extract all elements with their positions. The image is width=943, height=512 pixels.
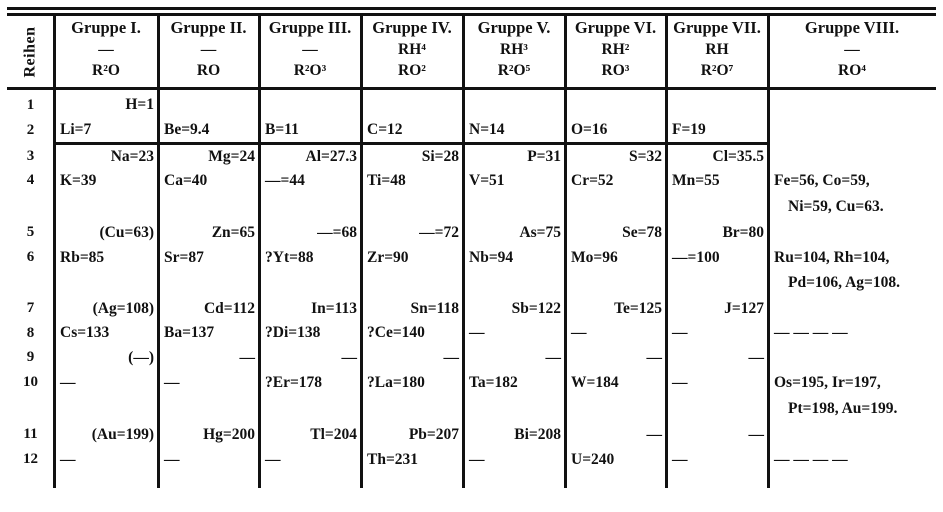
top-double-rule-upper xyxy=(7,7,936,10)
cell-gruppe7-reihe6: —=100 xyxy=(672,248,720,266)
cell-gruppe8-reihe11 xyxy=(768,422,936,447)
cell-gruppe6-reihe1 xyxy=(565,92,666,118)
cell-gruppe6-reihe3: S=32 xyxy=(629,147,662,165)
group-hydride-formula: — xyxy=(844,41,860,58)
cell-gruppe7-reihe1 xyxy=(666,92,768,118)
cell-gruppe6-reihe11: — xyxy=(646,425,662,443)
cell-gruppe6-reihe4: Cr=52 xyxy=(571,171,614,189)
cell-gruppe7-reihe4: Mn=55 xyxy=(672,171,720,189)
cell-gruppe3-reihe11: Tl=204 xyxy=(310,425,357,443)
group-hydride-formula: RH⁴ xyxy=(398,41,426,58)
group-title: Gruppe VII. xyxy=(673,18,761,37)
cell-gruppe2-reihe3: Mg=24 xyxy=(208,147,255,165)
cell-gruppe5-reihe10: Ta=182 xyxy=(469,373,518,391)
cell-gruppe2-reihe1 xyxy=(158,92,259,118)
table-row-8 xyxy=(0,321,943,345)
cell-gruppe2-reihe7: Cd=112 xyxy=(203,299,255,317)
cell-gruppe8-reihe10: Os=195, Ir=197, xyxy=(774,373,881,391)
cell-gruppe1-reihe3: Na=23 xyxy=(110,147,154,165)
group-hydride-formula: RH xyxy=(705,41,729,58)
cell-gruppe8-reihe5 xyxy=(768,220,936,245)
cell-gruppe5-reihe8: — xyxy=(469,324,485,341)
cell-gruppe7-reihe2: F=19 xyxy=(672,121,706,138)
reihen-column-label: Reihen xyxy=(21,26,39,78)
cell-gruppe8-reihe4: Fe=56, Co=59, xyxy=(774,171,870,189)
cell-gruppe2-reihe6: Sr=87 xyxy=(164,248,204,266)
group-oxide-formula: RO² xyxy=(398,62,426,79)
group-oxide-formula: RO xyxy=(196,62,221,79)
table-row-12 xyxy=(0,447,943,472)
cell-gruppe3-reihe2: B=11 xyxy=(265,121,299,138)
cell-gruppe8-reihe9 xyxy=(768,345,936,370)
table-row-7 xyxy=(0,296,943,321)
cell-gruppe4-reihe5: —=72 xyxy=(419,223,459,241)
cell-gruppe6-reihe8: — xyxy=(571,324,587,341)
cell-gruppe3-reihe9: — xyxy=(341,348,357,366)
table-row-9 xyxy=(0,345,943,370)
cell-gruppe4-reihe9: — xyxy=(443,348,459,366)
cell-gruppe7-reihe8: — xyxy=(672,324,688,341)
reihen-number: 4 xyxy=(26,172,35,188)
cell-gruppe3-reihe7: In=113 xyxy=(311,299,357,317)
cell-gruppe7-reihe9: — xyxy=(748,348,764,366)
reihen-column-header xyxy=(7,16,54,88)
cell-gruppe5-reihe9: — xyxy=(545,348,561,366)
cell-gruppe8-reihe6-line2: Pd=106, Ag=108. xyxy=(788,274,900,291)
cell-gruppe1-reihe10: — xyxy=(60,373,76,391)
group-header-5 xyxy=(463,16,565,88)
cell-gruppe1-reihe5: (Cu=63) xyxy=(99,223,154,241)
reihen-number: 10 xyxy=(23,374,38,390)
cell-gruppe7-reihe5: Br=80 xyxy=(722,223,764,241)
reihen-number: 5 xyxy=(26,224,35,240)
table-row-5 xyxy=(0,220,943,245)
reihen-number: 7 xyxy=(26,300,35,316)
cell-gruppe5-reihe7: Sb=122 xyxy=(511,299,561,317)
cell-gruppe5-reihe4: V=51 xyxy=(469,171,505,189)
cell-gruppe4-reihe2: C=12 xyxy=(367,121,403,138)
group-oxide-formula: RO⁴ xyxy=(838,62,866,79)
reihen-number: 11 xyxy=(23,426,38,442)
group-hydride-formula: RH² xyxy=(601,41,630,58)
group-title: Gruppe IV. xyxy=(372,18,452,37)
group-header-3 xyxy=(259,16,361,88)
cell-gruppe2-reihe11: Hg=200 xyxy=(203,425,255,443)
cell-gruppe7-reihe7: J=127 xyxy=(724,299,764,317)
cell-gruppe6-reihe12: U=240 xyxy=(571,450,615,468)
cell-gruppe8-reihe6: Ru=104, Rh=104, xyxy=(774,248,890,266)
cell-gruppe5-reihe3: P=31 xyxy=(527,147,561,165)
group-title: Gruppe III. xyxy=(268,18,352,37)
cell-gruppe3-reihe3: Al=27.3 xyxy=(305,147,357,165)
group-title: Gruppe VIII. xyxy=(804,18,900,37)
cell-gruppe1-reihe4: K=39 xyxy=(60,171,97,189)
cell-gruppe2-reihe4: Ca=40 xyxy=(164,171,208,189)
cell-gruppe4-reihe7: Sn=118 xyxy=(410,299,459,317)
cell-gruppe8-reihe2 xyxy=(768,117,936,143)
cell-gruppe4-reihe6: Zr=90 xyxy=(367,248,409,266)
table-row-11 xyxy=(0,422,943,447)
cell-gruppe6-reihe9: — xyxy=(646,348,662,366)
cell-gruppe1-reihe9: (—) xyxy=(128,348,154,366)
cell-gruppe7-reihe10: — xyxy=(672,373,688,391)
cell-gruppe4-reihe10: ?La=180 xyxy=(367,373,425,391)
table-row-4 xyxy=(0,168,943,193)
cell-gruppe4-reihe1 xyxy=(361,92,463,118)
group-header-8 xyxy=(768,16,936,88)
cell-gruppe1-reihe8: Cs=133 xyxy=(60,324,110,341)
cell-gruppe1-reihe7: (Ag=108) xyxy=(92,299,154,317)
group-header-6 xyxy=(565,16,666,88)
table-row-4-continuation xyxy=(0,193,943,220)
cell-gruppe2-reihe8: Ba=137 xyxy=(164,324,215,341)
cell-gruppe6-reihe2: O=16 xyxy=(571,121,608,138)
group-hydride-formula: — xyxy=(200,41,217,58)
cell-gruppe2-reihe12: — xyxy=(164,450,180,468)
cell-gruppe4-reihe8: ?Ce=140 xyxy=(367,324,425,341)
cell-gruppe6-reihe10: W=184 xyxy=(571,373,619,391)
cell-gruppe2-reihe5: Zn=65 xyxy=(211,223,255,241)
cell-gruppe7-reihe3: Cl=35.5 xyxy=(712,147,764,165)
cell-gruppe5-reihe12: — xyxy=(469,450,485,468)
cell-gruppe3-reihe6: ?Yt=88 xyxy=(265,248,314,266)
group-title: Gruppe VI. xyxy=(574,18,657,37)
cell-gruppe3-reihe4: —=44 xyxy=(265,171,305,189)
group-header-1 xyxy=(54,16,158,88)
cell-gruppe8-reihe1 xyxy=(768,92,936,118)
group-header-7 xyxy=(666,16,768,88)
cell-gruppe5-reihe2: N=14 xyxy=(469,121,505,138)
group-header-4 xyxy=(361,16,463,88)
cell-gruppe8-reihe4-line2: Ni=59, Cu=63. xyxy=(788,197,884,215)
cell-gruppe3-reihe1 xyxy=(259,92,361,118)
cell-gruppe7-reihe12: — xyxy=(672,450,688,468)
cell-gruppe1-reihe12: — xyxy=(60,450,76,468)
group-oxide-formula: R²O⁵ xyxy=(497,62,531,79)
table-row-6 xyxy=(0,245,943,270)
group-hydride-formula: — xyxy=(302,41,318,58)
group-hydride-formula: RH³ xyxy=(500,41,528,58)
reihen-number: 1 xyxy=(26,96,35,113)
group-title: Gruppe V. xyxy=(477,18,551,37)
cell-gruppe5-reihe11: Bi=208 xyxy=(514,425,561,443)
group-oxide-formula: R²O⁷ xyxy=(700,62,734,79)
cell-gruppe3-reihe12: — xyxy=(265,450,281,468)
group-hydride-formula: — xyxy=(98,41,114,58)
group-oxide-formula: R²O xyxy=(92,62,120,79)
cell-gruppe6-reihe5: Se=78 xyxy=(622,223,662,241)
cell-gruppe5-reihe1 xyxy=(463,92,565,118)
cell-gruppe4-reihe4: Ti=48 xyxy=(367,171,406,189)
cell-gruppe3-reihe8: ?Di=138 xyxy=(265,324,321,341)
cell-gruppe1-reihe6: Rb=85 xyxy=(60,248,105,266)
table-row-3 xyxy=(0,145,943,168)
cell-gruppe5-reihe5: As=75 xyxy=(519,223,561,241)
cell-gruppe2-reihe10: — xyxy=(164,373,180,391)
cell-gruppe8-reihe10-line2: Pt=198, Au=199. xyxy=(788,399,898,417)
cell-gruppe1-reihe2: Li=7 xyxy=(60,121,92,138)
cell-gruppe6-reihe6: Mo=96 xyxy=(571,248,618,266)
group-oxide-formula: RO³ xyxy=(601,62,630,79)
group-header-2 xyxy=(158,16,259,88)
reihen-number: 12 xyxy=(23,451,38,467)
cell-gruppe7-reihe11: — xyxy=(748,425,764,443)
table-row-10-continuation xyxy=(0,395,943,422)
cell-gruppe3-reihe10: ?Er=178 xyxy=(265,373,323,391)
cell-gruppe8-reihe12: — — — — xyxy=(774,450,848,468)
cell-gruppe6-reihe7: Te=125 xyxy=(614,299,662,317)
cell-gruppe8-reihe8: — — — — xyxy=(774,324,848,341)
cell-gruppe4-reihe11: Pb=207 xyxy=(408,425,459,443)
cell-gruppe5-reihe6: Nb=94 xyxy=(469,248,514,266)
cell-gruppe1-reihe1: H=1 xyxy=(125,96,154,113)
table-row-1 xyxy=(0,92,943,118)
cell-gruppe1-reihe11: (Au=199) xyxy=(91,425,154,443)
reihen-number: 9 xyxy=(26,349,35,365)
cell-gruppe8-reihe7 xyxy=(768,296,936,321)
group-title: Gruppe II. xyxy=(170,18,247,37)
cell-gruppe3-reihe5: —=68 xyxy=(317,223,357,241)
cell-gruppe2-reihe2: Be=9.4 xyxy=(164,121,210,138)
table-row-10 xyxy=(0,370,943,395)
cell-gruppe4-reihe12: Th=231 xyxy=(367,450,419,468)
table-row-6-continuation xyxy=(0,270,943,296)
cell-gruppe2-reihe9: — xyxy=(239,348,255,366)
group-oxide-formula: R²O³ xyxy=(293,62,327,79)
reihen-number: 6 xyxy=(26,249,35,265)
reihen-number: 8 xyxy=(26,324,35,341)
table-row-2 xyxy=(0,117,943,143)
reihen-number: 2 xyxy=(26,121,35,138)
reihen-number: 3 xyxy=(26,148,35,164)
group-title: Gruppe I. xyxy=(71,18,141,37)
cell-gruppe4-reihe3: Si=28 xyxy=(421,147,459,165)
cell-gruppe8-reihe3 xyxy=(768,145,936,168)
